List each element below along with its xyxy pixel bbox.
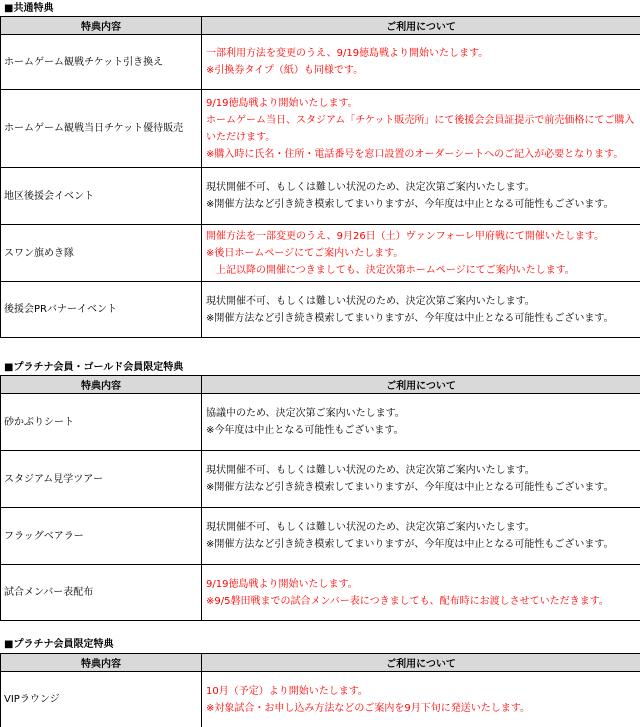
benefit-detail [202, 672, 640, 727]
table-row [1, 565, 640, 621]
detail-line: ※開催方法など引き続き模索してまいりますが、今年度は中止となる可能性もございます。 [206, 482, 614, 493]
detail-line: ※後日ホームページにてご案内いたします。 [206, 247, 404, 259]
benefit-name: 後援会PRバナーイベント [1, 282, 202, 338]
benefit-name: 試合メンバー表配布 [1, 565, 202, 621]
detail-line: 現状開催不可、もしくは難しい状況のため、決定次第ご案内いたします。 [206, 182, 535, 193]
header-benefit-content: 特典内容 [1, 376, 202, 394]
table-header-row [1, 654, 640, 672]
table-row [1, 394, 640, 451]
header-usage: ご利用について [202, 376, 640, 394]
benefit-detail [202, 282, 640, 338]
benefit-detail [202, 90, 640, 168]
detail-line: 10月（予定）より開始いたします。 [206, 685, 368, 697]
detail-line: ※開催方法など引き続き模索してまいりますが、今年度は中止となる可能性もございます。 [206, 199, 614, 210]
table-row [1, 282, 640, 338]
benefits-table-platinum-gold [0, 375, 640, 621]
table-header-row [1, 17, 640, 35]
table-row [1, 672, 640, 727]
section-title-platinum-gold: ■プラチナ会員・ゴールド会員限定特典 [4, 362, 184, 373]
detail-line: 一部利用方法を変更のうえ、9/19徳島戦より開始いたします。 [206, 48, 489, 59]
table-row [1, 90, 640, 168]
detail-line: ※開催方法など引き続き模索してまいりますが、今年度は中止となる可能性もございます。 [206, 539, 614, 550]
detail-line: ※9/5磐田戦までの試合メンバー表につきましても、配布時にお渡しさせていただきます。 [206, 595, 609, 607]
benefit-detail [202, 565, 640, 621]
benefit-name: ホームゲーム観戦チケット引き換え [1, 35, 202, 90]
benefit-detail [202, 35, 640, 90]
benefit-name: スタジアム見学ツアー [1, 451, 202, 508]
benefit-name: ホームゲーム観戦当日チケット優待販売 [1, 90, 202, 168]
detail-line: ホームゲーム当日、スタジアム「チケット販売所」にて後援会会員証提示で前売価格にてご購入いただけます。 [206, 114, 635, 143]
benefit-name: 地区後援会イベント [1, 168, 202, 225]
detail-line: ※引換券タイプ（紙）も同様です。 [206, 65, 364, 76]
detail-line: 開催方法を一部変更のうえ、9月26日（土）ヴァンフォーレ甲府戦にて開催いたします。 [206, 230, 605, 242]
section-title-platinum: ■プラチナ会員限定特典 [4, 639, 114, 650]
benefit-detail [202, 225, 640, 282]
detail-line: 9/19徳島戦より開始いたします。 [206, 97, 358, 109]
table-row [1, 508, 640, 565]
table-row [1, 35, 640, 90]
section-title-common: ■共通特典 [4, 3, 54, 14]
benefit-name: 砂かぶりシート [1, 394, 202, 451]
benefit-detail [202, 394, 640, 451]
header-benefit-content: 特典内容 [1, 654, 202, 672]
detail-line: 上記以降の開催につきましても、決定次第ホームページにてご案内いたします。 [206, 264, 575, 276]
detail-line: ※今年度は中止となる可能性もございます。 [206, 425, 404, 436]
header-benefit-content: 特典内容 [1, 17, 202, 35]
benefits-table-common [0, 16, 640, 338]
header-usage: ご利用について [202, 17, 640, 35]
detail-line: ※開催方法など引き続き模索してまいりますが、今年度は中止となる可能性もございます。 [206, 312, 614, 324]
table-header-row [1, 376, 640, 394]
detail-line: 現状開催不可、もしくは難しい状況のため、決定次第ご案内いたします。 [206, 465, 535, 476]
detail-line: ※購入時に氏名・住所・電話番号を窓口設置のオーダーシートへのご記入が必要となります。 [206, 148, 624, 160]
benefit-detail [202, 168, 640, 225]
table-row [1, 168, 640, 225]
benefit-name: VIPラウンジ [1, 672, 202, 727]
benefit-name: スワン旗めき隊 [1, 225, 202, 282]
detail-line: 現状開催不可、もしくは難しい状況のため、決定次第ご案内いたします。 [206, 522, 535, 533]
detail-line: 協議中のため、決定次第ご案内いたします。 [206, 408, 405, 419]
benefit-detail [202, 451, 640, 508]
detail-line: ※対象試合・お申し込み方法などのご案内を9月下旬に発送いたします。 [206, 702, 530, 714]
table-row [1, 225, 640, 282]
detail-line: 9/19徳島戦より開始いたします。 [206, 578, 358, 590]
detail-line: 現状開催不可、もしくは難しい状況のため、決定次第ご案内いたします。 [206, 295, 535, 307]
header-usage: ご利用について [202, 654, 640, 672]
table-row [1, 451, 640, 508]
benefits-table-platinum [0, 653, 640, 727]
benefit-detail [202, 508, 640, 565]
benefit-name: フラッグベアラー [1, 508, 202, 565]
